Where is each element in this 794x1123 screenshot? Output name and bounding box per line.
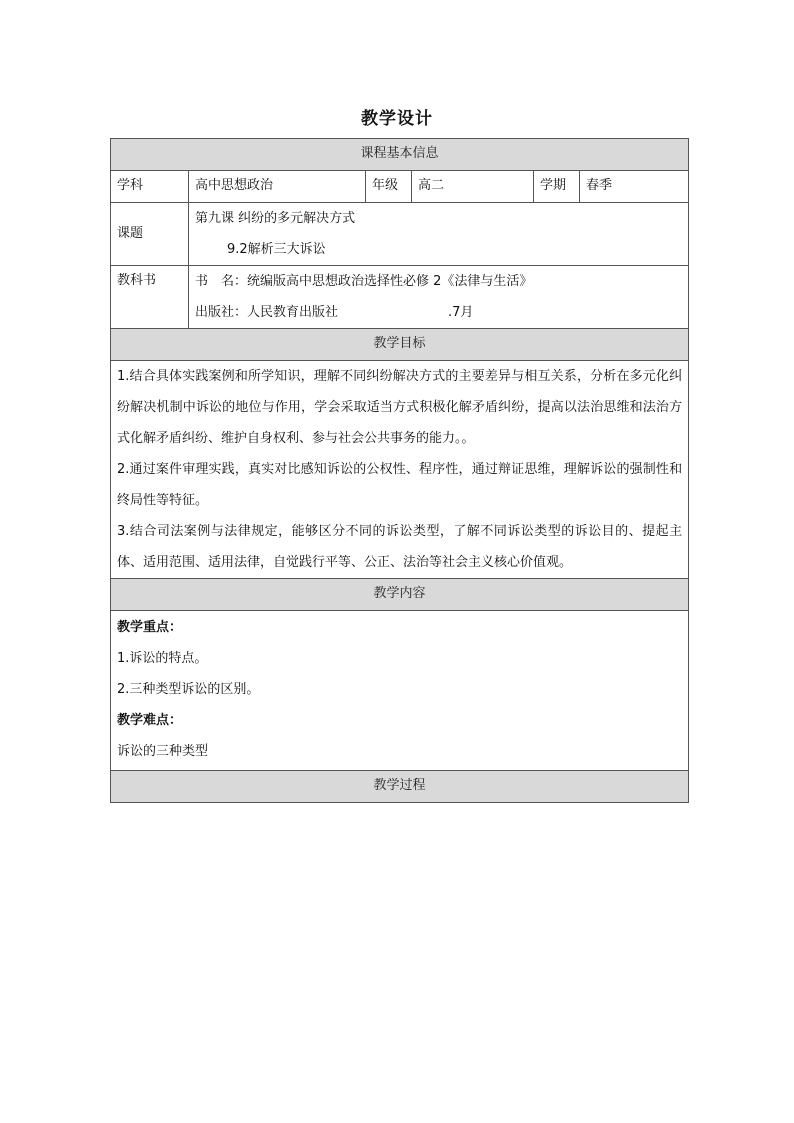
textbook-label: 教科书 bbox=[111, 266, 189, 329]
objective-item: 1.结合具体实践案例和所学知识，理解不同纠纷解决方式的主要差异与相互关系，分析在多元化纠纷解决机制中诉讼的地位与作用，学会采取适当方式积极化解矛盾纠纷，提高以法治思维和法治方式化解矛盾纠纷、维护自身权利、参与社会公共事务的能力。。 bbox=[117, 369, 683, 446]
content-body bbox=[111, 611, 689, 771]
lesson-row bbox=[111, 203, 689, 266]
textbook-line-1: 书 名：统编版高中思想政治选择性必修 2《法律与生活》 bbox=[195, 274, 533, 289]
textbook-line-2 bbox=[195, 297, 682, 328]
section-header-process: 教学过程 bbox=[111, 771, 689, 803]
section-row-content bbox=[111, 579, 689, 611]
section-header-objectives: 教学目标 bbox=[111, 329, 689, 361]
document-title: 教学设计 bbox=[361, 109, 433, 129]
key-point-item: 2.三种类型诉讼的区别。 bbox=[117, 682, 260, 697]
objectives-body bbox=[111, 361, 689, 579]
content-row bbox=[111, 611, 689, 771]
textbook-date: .7月 bbox=[448, 305, 474, 320]
lesson-line-1: 第九课 纠纷的多元解决方式 bbox=[195, 211, 356, 226]
section-row-objectives bbox=[111, 329, 689, 361]
grade-label: 年级 bbox=[366, 171, 412, 203]
objective-item: 3.结合司法案例与法律规定，能够区分不同的诉讼类型，了解不同诉讼类型的诉讼目的、提起主体、适用范围、适用法律，自觉践行平等、公正、法治等社会主义核心价值观。 bbox=[117, 524, 683, 570]
subject-label: 学科 bbox=[111, 171, 189, 203]
grade-value: 高二 bbox=[412, 171, 534, 203]
term-value: 春季 bbox=[580, 171, 689, 203]
difficulty-label: 教学难点： bbox=[117, 713, 183, 728]
section-header-basic-info: 课程基本信息 bbox=[111, 139, 689, 171]
textbook-publisher: 出版社：人民教育出版社 bbox=[195, 305, 339, 320]
lesson-line-2: 9.2解析三大诉讼 bbox=[227, 242, 326, 257]
section-row-process bbox=[111, 771, 689, 803]
textbook-row bbox=[111, 266, 689, 329]
lesson-plan-table bbox=[110, 138, 689, 803]
lesson-label: 课题 bbox=[111, 203, 189, 266]
lesson-value bbox=[189, 203, 689, 266]
key-points-label: 教学重点： bbox=[117, 620, 183, 635]
subject-row bbox=[111, 171, 689, 203]
key-point-item: 1.诉讼的特点。 bbox=[117, 651, 208, 666]
difficulty-item: 诉讼的三种类型 bbox=[117, 744, 209, 759]
section-header-content: 教学内容 bbox=[111, 579, 689, 611]
objective-item: 2.通过案件审理实践，真实对比感知诉讼的公权性、程序性，通过辩证思维，理解诉讼的强制性和终局性等特征。 bbox=[117, 462, 683, 508]
objectives-row bbox=[111, 361, 689, 579]
textbook-value bbox=[189, 266, 689, 329]
term-label: 学期 bbox=[534, 171, 580, 203]
section-row-basic-info bbox=[111, 139, 689, 171]
subject-value: 高中思想政治 bbox=[189, 171, 366, 203]
